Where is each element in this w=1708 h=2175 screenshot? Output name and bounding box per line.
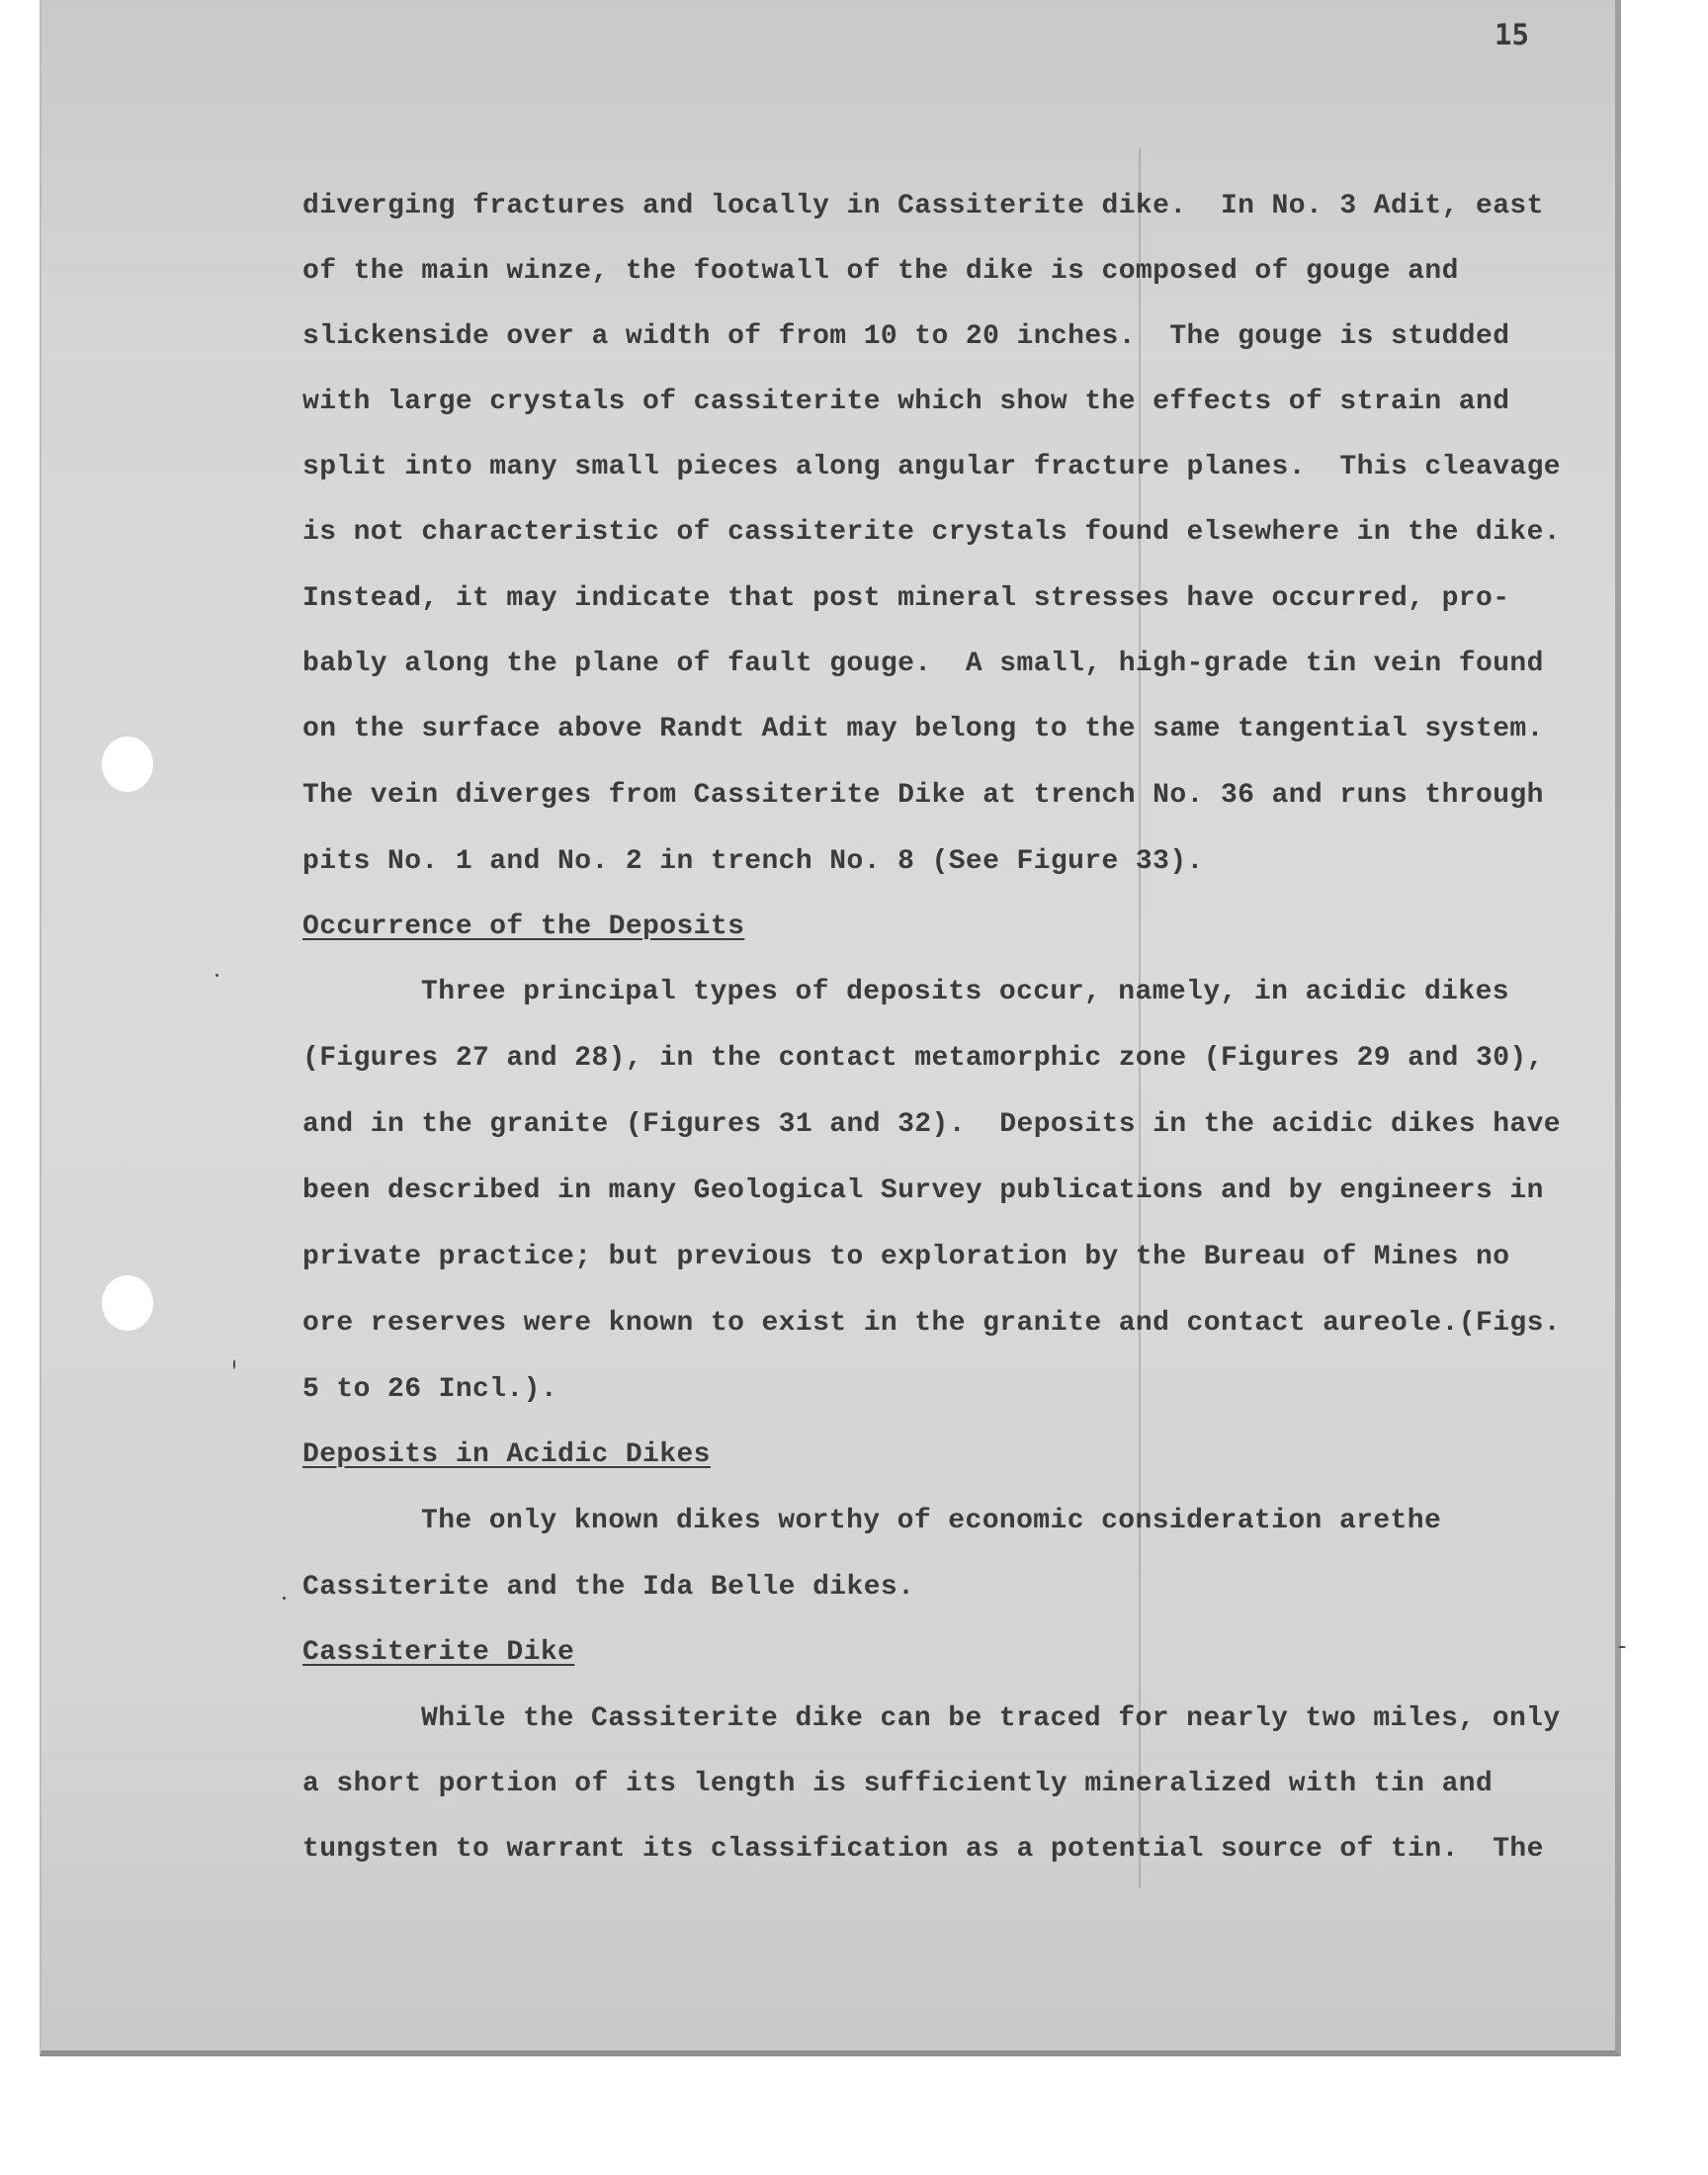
text-line: private practice; but previous to exploration by the Bureau of Mines no — [302, 1242, 1510, 1272]
text-line: on the surface above Randt Adit may belong to the same tangential system. — [302, 714, 1544, 744]
punch-hole — [102, 1275, 153, 1331]
speck — [215, 974, 218, 977]
text-line: is not characteristic of cassiterite crystals found elsewhere in the dike. — [302, 517, 1562, 548]
text-line: 5 to 26 Incl.). — [302, 1374, 558, 1405]
section-heading: Cassiterite Dike — [302, 1637, 575, 1668]
text-line: ore reserves were known to exist in the granite and contact aureole.(Figs. — [302, 1308, 1562, 1339]
text-line: slickenside over a width of from 10 to 20 inches. The gouge is studded — [302, 321, 1510, 352]
text-line: split into many small pieces along angular fracture planes. This cleavage — [302, 452, 1562, 482]
text-line: (Figures 27 and 28), in the contact metamorphic zone (Figures 29 and 30), — [302, 1043, 1544, 1074]
text-line: The vein diverges from Cassiterite Dike at trench No. 36 and runs through — [302, 780, 1544, 811]
speck — [233, 1359, 235, 1369]
text-line: Instead, it may indicate that post mineral stresses have occurred, pro- — [302, 583, 1510, 614]
text-line: tungsten to warrant its classification as a potential source of tin. The — [302, 1834, 1544, 1865]
text-line: with large crystals of cassiterite which show the effects of strain and — [302, 387, 1510, 417]
text-line: bably along the plane of fault gouge. A small, high-grade tin vein found — [302, 649, 1544, 679]
section-heading: Deposits in Acidic Dikes — [302, 1439, 711, 1470]
speck — [1618, 1646, 1626, 1648]
text-line: a short portion of its length is sufficiently mineralized with tin and — [302, 1769, 1494, 1799]
text-line: diverging fractures and locally in Cassiterite dike. In No. 3 Adit, east — [302, 191, 1544, 221]
speck — [283, 1597, 286, 1600]
text-line: The only known dikes worthy of economic consideration arethe — [421, 1506, 1442, 1536]
page-number: 15 — [1494, 18, 1529, 51]
text-line: pits No. 1 and No. 2 in trench No. 8 (See Figure 33). — [302, 846, 1204, 877]
text-line: Cassiterite and the Ida Belle dikes. — [302, 1572, 915, 1603]
text-line: of the main winze, the footwall of the dike is composed of gouge and — [302, 256, 1459, 287]
text-line: and in the granite (Figures 31 and 32). Deposits in the acidic dikes have — [302, 1109, 1562, 1140]
text-line: While the Cassiterite dike can be traced for nearly two miles, only — [421, 1703, 1561, 1734]
paper-sheet — [40, 0, 1621, 2056]
text-line: Three principal types of deposits occur, namely, in acidic dikes — [421, 977, 1509, 1007]
text-line: been described in many Geological Survey publications and by engineers in — [302, 1175, 1544, 1206]
section-heading: Occurrence of the Deposits — [302, 912, 745, 942]
punch-hole — [102, 737, 153, 792]
